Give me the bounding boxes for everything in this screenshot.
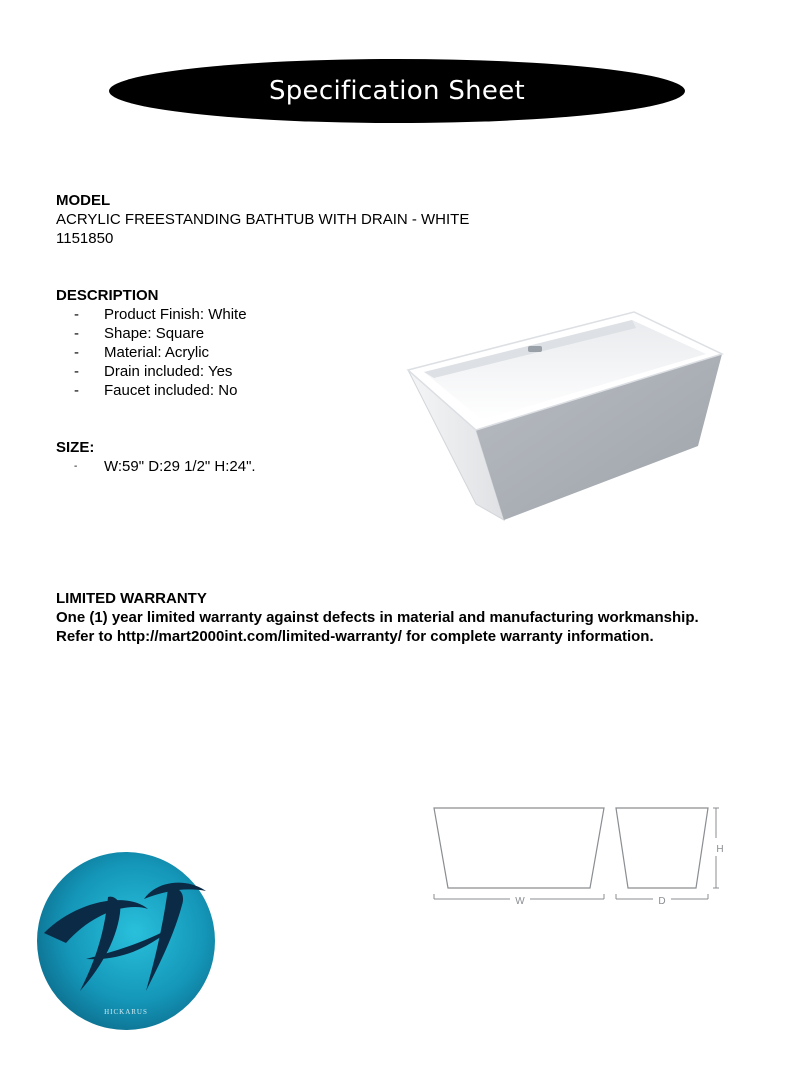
model-heading: MODEL: [56, 192, 111, 209]
model-number: 1151850: [56, 230, 114, 247]
list-item: - Drain included: Yes: [74, 363, 233, 380]
depth-label: D: [658, 896, 666, 907]
model-section: [56, 191, 469, 248]
list-item: - Material: Acrylic: [74, 344, 210, 361]
warranty-line-2: Refer to http://mart2000int.com/limited-warranty/ for complete warranty information.: [56, 628, 654, 645]
size-section: [56, 438, 256, 476]
list-item: - W:59" D:29 1/2" H:24".: [74, 458, 256, 475]
width-label: W: [515, 896, 525, 907]
description-item-faucet: Faucet included: No: [104, 382, 238, 399]
warranty-line-1: One (1) year limited warranty against defects in material and manufacturing workmanship.: [56, 609, 699, 626]
height-label: H: [716, 844, 724, 855]
description-item-drain: Drain included: Yes: [104, 363, 233, 380]
description-section: [56, 286, 247, 400]
description-list: [56, 305, 247, 400]
description-heading: DESCRIPTION: [56, 287, 159, 304]
description-item-shape: Shape: Square: [104, 325, 205, 342]
warranty-heading: LIMITED WARRANTY: [56, 590, 207, 607]
title-banner: [108, 58, 686, 124]
bathtub-photo: [404, 308, 726, 524]
description-item-finish: Product Finish: White: [104, 306, 247, 323]
page-title: Specification Sheet: [268, 76, 526, 106]
size-dimensions: W:59" D:29 1/2" H:24".: [104, 458, 256, 475]
list-item: - Product Finish: White: [74, 306, 247, 323]
list-item: - Faucet included: No: [74, 382, 238, 399]
size-list: [56, 457, 256, 476]
description-item-material: Material: Acrylic: [104, 344, 210, 361]
model-name: ACRYLIC FREESTANDING BATHTUB WITH DRAIN - WHITE: [56, 211, 470, 228]
dimension-diagram: [428, 800, 728, 912]
size-heading: SIZE:: [56, 439, 95, 456]
warranty-section: [56, 589, 699, 646]
list-item: - Shape: Square: [74, 325, 205, 342]
brand-logo: [36, 851, 216, 1031]
logo-brand-text: HICKARUS: [104, 1008, 148, 1016]
